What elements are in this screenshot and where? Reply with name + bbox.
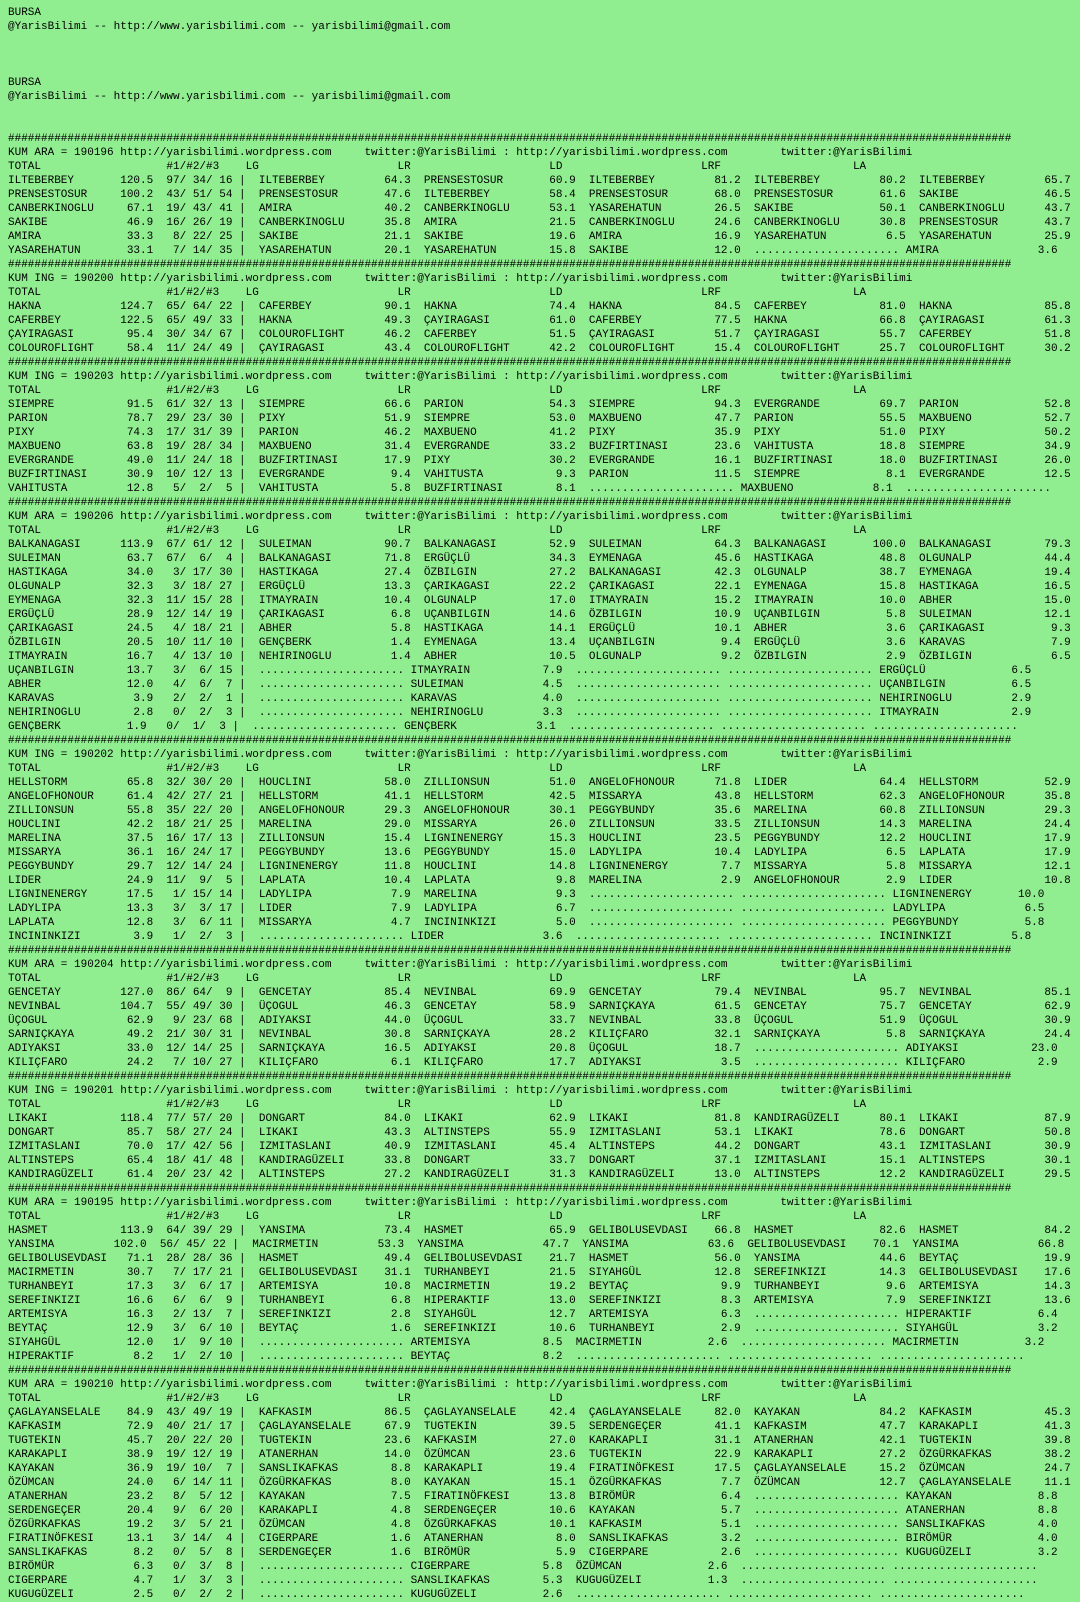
race-row: ÇAGLAYANSELALE 84.9 43/ 49/ 19 | KAFKASIM 86.5 ÇAGLAYANSELALE 42.4 ÇAGLAYANSELALE 82.0 KAYAKAN 84.2 KAFKASIM 45.3 <box>8 1407 1071 1419</box>
race-row: SIEMPRE 91.5 61/ 32/ 13 | SIEMPRE 66.6 PARION 54.3 SIEMPRE 94.3 EVERGRANDE 69.7 PARION 52.8 <box>8 399 1071 411</box>
race-row: KILIÇFARO 24.2 7/ 10/ 27 | KILIÇFARO 6.1 KILIÇFARO 17.7 ADIYAKSI 3.5 ...................... KILIÇFARO 2.9 <box>8 1057 1058 1069</box>
separator-line: ######################################################################################################################################################## <box>8 945 1012 957</box>
header-city: BURSA <box>8 7 42 19</box>
race-row: BEYTAÇ 12.9 3/ 6/ 10 | BEYTAÇ 1.6 SEREFINKIZI 10.6 TURHANBEYI 2.9 ...................... SIYAHGÜL 3.2 <box>8 1323 1058 1335</box>
race-row: LADYLIPA 13.3 3/ 3/ 17 | LIDER 7.9 LADYLIPA 6.7 ...................... ...................... LADYLIPA 6.5 <box>8 903 1045 915</box>
race-row: ÇARIKAGASI 24.5 4/ 18/ 21 | ABHER 5.8 HASTIKAGA 14.1 ERGÜÇLÜ 10.1 ABHER 3.6 ÇARIKAGASI 9.3 <box>8 623 1071 635</box>
race-header: KUM ARA = 190206 http://yarisbilimi.wordpress.com twitter:@YarisBilimi : http://yarisbilimi.wordpress.com twitter:@YarisBilimi <box>8 511 913 523</box>
race-row: ÖZÜMCAN 24.0 6/ 14/ 11 | ÖZGÜRKAFKAS 8.0 KAYAKAN 15.1 ÖZGÜRKAFKAS 7.7 ÖZÜMCAN 12.7 ÇAGLAYANSELALE 11.1 <box>8 1477 1071 1489</box>
race-row: TURHANBEYI 17.3 3/ 6/ 17 | ARTEMISYA 10.8 MACIRMETIN 19.2 BEYTAÇ 9.9 TURHANBEYI 9.6 ARTEMISYA 14.3 <box>8 1281 1071 1293</box>
column-header: TOTAL #1/#2/#3 LG LR LD LRF LA <box>8 1211 867 1223</box>
separator-line: ######################################################################################################################################################## <box>8 133 1012 145</box>
race-row: CAFERBEY 122.5 65/ 49/ 33 | HAKNA 49.3 ÇAYIRAGASI 61.0 CAFERBEY 77.5 HAKNA 66.8 ÇAYIRAGASI 61.3 <box>8 315 1071 327</box>
column-header: TOTAL #1/#2/#3 LG LR LD LRF LA <box>8 763 867 775</box>
race-row: CIGERPARE 4.7 1/ 3/ 3 | ...................... SANSLIKAFKAS 5.3 KUGUGÜZELI 1.3 ...................... ...................... <box>8 1575 1038 1587</box>
column-header: TOTAL #1/#2/#3 LG LR LD LRF LA <box>8 1393 867 1405</box>
column-header: TOTAL #1/#2/#3 LG LR LD LRF LA <box>8 1099 867 1111</box>
race-row: COLOUROFLIGHT 58.4 11/ 24/ 49 | ÇAYIRAGASI 43.4 COLOUROFLIGHT 42.2 COLOUROFLIGHT 15.4 COLOUROFLIGHT 25.7 COLOUROFLIGHT 30.2 <box>8 343 1071 355</box>
race-header: KUM ING = 190203 http://yarisbilimi.wordpress.com twitter:@YarisBilimi : http://yarisbilimi.wordpress.com twitter:@YarisBilimi <box>8 371 913 383</box>
race-row: ÖZGÜRKAFKAS 19.2 3/ 5/ 21 | ÖZÜMCAN 4.8 ÖZGÜRKAFKAS 10.1 KAFKASIM 5.1 ...................... SANSLIKAFKAS 4.0 <box>8 1519 1058 1531</box>
spacer <box>8 118 1080 132</box>
race-row: MAXBUENO 63.8 19/ 28/ 34 | MAXBUENO 31.4 EVERGRANDE 33.2 BUZFIRTINASI 23.6 VAHITUSTA 18.8 SIEMPRE 34.9 <box>8 441 1071 453</box>
race-row: UÇANBILGIN 13.7 3/ 6/ 15 | ...................... ITMAYRAIN 7.9 ...................... ...................... ERGÜÇLÜ 6.5 <box>8 665 1032 677</box>
race-row: ADIYAKSI 33.0 12/ 14/ 25 | SARNIÇKAYA 16.5 ADIYAKSI 20.8 ÜÇOGUL 18.7 ...................... ADIYAKSI 23.0 <box>8 1043 1058 1055</box>
race-row: LIDER 24.9 11/ 9/ 5 | LAPLATA 10.4 LAPLATA 9.8 MARELINA 2.9 ANGELOFHONOUR 2.9 LIDER 10.8 <box>8 875 1071 887</box>
separator-line: ######################################################################################################################################################## <box>8 259 1012 271</box>
race-row: MACIRMETIN 30.7 7/ 17/ 21 | GELIBOLUSEVDASI 31.1 TURHANBEYI 21.5 SIYAHGÜL 12.8 SEREFINKIZI 14.3 GELIBOLUSEVDASI 17.6 <box>8 1267 1071 1279</box>
race-row: ITMAYRAIN 16.7 4/ 13/ 10 | NEHIRINOGLU 1.4 ABHER 10.5 OLGUNALP 9.2 ÖZBILGIN 2.9 ÖZBILGIN 6.5 <box>8 651 1071 663</box>
race-row: ERGÜÇLÜ 28.9 12/ 14/ 19 | ÇARIKAGASI 6.8 UÇANBILGIN 14.6 ÖZBILGIN 10.9 UÇANBILGIN 5.8 SULEIMAN 12.1 <box>8 609 1071 621</box>
separator-line: ######################################################################################################################################################## <box>8 357 1012 369</box>
race-row: LIGNINENERGY 17.5 1/ 15/ 14 | LADYLIPA 7.9 MARELINA 9.3 ...................... ...................... LIGNINENERGY 10.0 <box>8 889 1045 901</box>
column-header: TOTAL #1/#2/#3 LG LR LD LRF LA <box>8 525 867 537</box>
race-header: KUM ARA = 190210 http://yarisbilimi.wordpress.com twitter:@YarisBilimi : http://yarisbilimi.wordpress.com twitter:@YarisBilimi <box>8 1379 913 1391</box>
race-row: TUGTEKIN 45.7 20/ 22/ 20 | TUGTEKIN 23.6 KAFKASIM 27.0 KARAKAPLI 31.1 ATANERHAN 42.1 TUGTEKIN 39.8 <box>8 1435 1071 1447</box>
column-header: TOTAL #1/#2/#3 LG LR LD LRF LA <box>8 161 867 173</box>
race-header: KUM ING = 190202 http://yarisbilimi.wordpress.com twitter:@YarisBilimi : http://yarisbilimi.wordpress.com twitter:@YarisBilimi <box>8 749 913 761</box>
race-row: HAKNA 124.7 65/ 64/ 22 | CAFERBEY 90.1 HAKNA 74.4 HAKNA 84.5 CAFERBEY 81.0 HAKNA 85.8 <box>8 301 1071 313</box>
separator-line: ######################################################################################################################################################## <box>8 1183 1012 1195</box>
race-row: INCININKIZI 3.9 1/ 2/ 3 | ...................... LIDER 3.6 ...................... ...................... INCININKIZI 5.8 <box>8 931 1032 943</box>
separator-line: ######################################################################################################################################################## <box>8 1071 1012 1083</box>
race-row: MARELINA 37.5 16/ 17/ 13 | ZILLIONSUN 15.4 LIGNINENERGY 15.3 HOUCLINI 23.5 PEGGYBUNDY 12.2 HOUCLINI 17.9 <box>8 833 1071 845</box>
race-row: IZMITASLANI 70.0 17/ 42/ 56 | IZMITASLANI 40.9 IZMITASLANI 45.4 ALTINSTEPS 44.2 DONGART 43.1 IZMITASLANI 30.9 <box>8 1141 1071 1153</box>
race-row: NEVINBAL 104.7 55/ 49/ 30 | ÜÇOGUL 46.3 GENCETAY 58.9 SARNIÇKAYA 61.5 GENCETAY 75.7 GENCETAY 62.9 <box>8 1001 1071 1013</box>
race-row: SEREFINKIZI 16.6 6/ 6/ 9 | TURHANBEYI 6.8 HIPERAKTIF 13.0 SEREFINKIZI 8.3 ARTEMISYA 7.9 SEREFINKIZI 13.6 <box>8 1295 1071 1307</box>
race-row: PARION 78.7 29/ 23/ 30 | PIXY 51.9 SIEMPRE 53.0 MAXBUENO 47.7 PARION 55.5 MAXBUENO 52.7 <box>8 413 1071 425</box>
race-header: KUM ING = 190201 http://yarisbilimi.wordpress.com twitter:@YarisBilimi : http://yarisbilimi.wordpress.com twitter:@YarisBilimi <box>8 1085 913 1097</box>
race-row: ABHER 12.0 4/ 6/ 7 | ...................... SULEIMAN 4.5 ...................... ...................... UÇANBILGIN 6.5 <box>8 679 1032 691</box>
race-row: HASMET 113.9 64/ 39/ 29 | YANSIMA 73.4 HASMET 65.9 GELIBOLUSEVDASI 66.8 HASMET 82.6 HASMET 84.2 <box>8 1225 1071 1237</box>
race-row: CANBERKINOGLU 67.1 19/ 43/ 41 | AMIRA 40.2 CANBERKINOGLU 53.1 YASAREHATUN 26.5 SAKIBE 50.1 CANBERKINOGLU 43.7 <box>8 203 1071 215</box>
race-row: SERDENGEÇER 20.4 9/ 6/ 20 | KARAKAPLI 4.8 SERDENGEÇER 10.6 KAYAKAN 5.7 ...................... ATANERHAN 8.8 <box>8 1505 1058 1517</box>
race-row: BIRÖMÜR 6.3 0/ 3/ 8 | ...................... CIGERPARE 5.8 ÖZÜMCAN 2.6 ...................... ...................... <box>8 1561 1038 1573</box>
race-header: KUM ARA = 190196 http://yarisbilimi.wordpress.com twitter:@YarisBilimi : http://yarisbilimi.wordpress.com twitter:@YarisBilimi <box>8 147 913 159</box>
race-row: KANDIRAGÜZELI 61.4 20/ 23/ 42 | ALTINSTEPS 27.2 KANDIRAGÜZELI 31.3 KANDIRAGÜZELI 13.0 ALTINSTEPS 12.2 KANDIRAGÜZELI 29.5 <box>8 1169 1071 1181</box>
race-row: HASTIKAGA 34.0 3/ 17/ 30 | HASTIKAGA 27.4 ÖZBILGIN 27.2 BALKANAGASI 42.3 OLGUNALP 38.7 EYMENAGA 19.4 <box>8 567 1071 579</box>
race-row: PIXY 74.3 17/ 31/ 39 | PARION 46.2 MAXBUENO 41.2 PIXY 35.9 PIXY 51.0 PIXY 50.2 <box>8 427 1071 439</box>
race-row: LIKAKI 118.4 77/ 57/ 20 | DONGART 84.0 LIKAKI 62.9 LIKAKI 81.8 KANDIRAGÜZELI 80.1 LIKAKI 87.9 <box>8 1113 1071 1125</box>
race-row: OLGUNALP 32.3 3/ 18/ 27 | ERGÜÇLÜ 13.3 ÇARIKAGASI 22.2 ÇARIKAGASI 22.1 EYMENAGA 15.8 HASTIKAGA 16.5 <box>8 581 1071 593</box>
separator-line: ######################################################################################################################################################## <box>8 735 1012 747</box>
race-row: SAKIBE 46.9 16/ 26/ 19 | CANBERKINOGLU 35.8 AMIRA 21.5 CANBERKINOGLU 24.6 CANBERKINOGLU 30.8 PRENSESTOSUR 43.7 <box>8 217 1071 229</box>
race-row: KUGUGÜZELI 2.5 0/ 2/ 2 | ...................... KUGUGÜZELI 2.6 ...................... ...................... ...................... <box>8 1589 1025 1601</box>
race-row: SARNIÇKAYA 49.2 21/ 30/ 31 | NEVINBAL 30.8 SARNIÇKAYA 28.2 KILIÇFARO 32.1 SARNIÇKAYA 5.8 SARNIÇKAYA 24.4 <box>8 1029 1071 1041</box>
race-row: HOUCLINI 42.2 18/ 21/ 25 | MARELINA 29.0 MISSARYA 26.0 ZILLIONSUN 33.5 ZILLIONSUN 14.3 MARELINA 24.4 <box>8 819 1071 831</box>
column-header: TOTAL #1/#2/#3 LG LR LD LRF LA <box>8 287 867 299</box>
race-row: VAHITUSTA 12.8 5/ 2/ 5 | VAHITUSTA 5.8 BUZFIRTINASI 8.1 ...................... MAXBUENO 8.1 ...................... <box>8 483 1051 495</box>
spacer <box>8 48 1080 62</box>
header-credit: @YarisBilimi -- http://www.yarisbilimi.com -- yarisbilimi@gmail.com <box>8 91 451 103</box>
race-row: DONGART 85.7 58/ 27/ 24 | LIKAKI 43.3 ALTINSTEPS 55.9 IZMITASLANI 53.1 LIKAKI 78.6 DONGART 50.8 <box>8 1127 1071 1139</box>
race-row: MISSARYA 36.1 16/ 24/ 17 | PEGGYBUNDY 13.6 PEGGYBUNDY 15.0 LADYLIPA 10.4 LADYLIPA 6.5 LAPLATA 17.9 <box>8 847 1071 859</box>
spacer <box>8 34 1080 48</box>
race-row: BUZFIRTINASI 30.9 10/ 12/ 13 | EVERGRANDE 9.4 VAHITUSTA 9.3 PARION 11.5 SIEMPRE 8.1 EVERGRANDE 12.5 <box>8 469 1071 481</box>
spacer <box>8 62 1080 76</box>
separator-line: ######################################################################################################################################################## <box>8 497 1012 509</box>
race-row: PRENSESTOSUR 100.2 43/ 51/ 54 | PRENSESTOSUR 47.6 ILTEBERBEY 58.4 PRENSESTOSUR 68.0 PRENSESTOSUR 61.6 SAKIBE 46.5 <box>8 189 1071 201</box>
header-city: BURSA <box>8 77 42 89</box>
race-row: GENCETAY 127.0 86/ 64/ 9 | GENCETAY 85.4 NEVINBAL 69.9 GENCETAY 79.4 NEVINBAL 95.7 NEVINBAL 85.1 <box>8 987 1071 999</box>
column-header: TOTAL #1/#2/#3 LG LR LD LRF LA <box>8 385 867 397</box>
race-row: ANGELOFHONOUR 61.4 42/ 27/ 21 | HELLSTORM 41.1 HELLSTORM 42.5 MISSARYA 43.8 HELLSTORM 62.3 ANGELOFHONOUR 35.8 <box>8 791 1071 803</box>
race-row: ATANERHAN 23.2 8/ 5/ 12 | KAYAKAN 7.5 FIRATINÖFKESI 13.8 BIRÖMÜR 6.4 ...................... KAYAKAN 8.8 <box>8 1491 1058 1503</box>
race-row: GELIBOLUSEVDASI 71.1 28/ 28/ 36 | HASMET 49.4 GELIBOLUSEVDASI 21.7 HASMET 56.0 YANSIMA 44.6 BEYTAÇ 19.9 <box>8 1253 1071 1265</box>
race-row: SULEIMAN 63.7 67/ 6/ 4 | BALKANAGASI 71.8 ERGÜÇLÜ 34.3 EYMENAGA 45.6 HASTIKAGA 48.8 OLGUNALP 44.4 <box>8 553 1071 565</box>
race-row: ZILLIONSUN 55.8 35/ 22/ 20 | ANGELOFHONOUR 29.3 ANGELOFHONOUR 30.1 PEGGYBUNDY 35.6 MARELINA 60.8 ZILLIONSUN 29.3 <box>8 805 1071 817</box>
race-row: YASAREHATUN 33.1 7/ 14/ 35 | YASAREHATUN 20.1 YASAREHATUN 15.8 SAKIBE 12.0 ...................... AMIRA 3.6 <box>8 245 1058 257</box>
race-row: ÇAYIRAGASI 95.4 30/ 34/ 67 | COLOUROFLIGHT 46.2 CAFERBEY 51.5 ÇAYIRAGASI 51.7 ÇAYIRAGASI 55.7 CAFERBEY 51.8 <box>8 329 1071 341</box>
race-row: KAFKASIM 72.9 40/ 21/ 17 | ÇAGLAYANSELALE 67.9 TUGTEKIN 39.5 SERDENGEÇER 41.1 KAFKASIM 47.7 KARAKAPLI 41.3 <box>8 1421 1071 1433</box>
race-row: ARTEMISYA 16.3 2/ 13/ 7 | SEREFINKIZI 2.8 SIYAHGÜL 12.7 ARTEMISYA 6.3 ...................... HIPERAKTIF 6.4 <box>8 1309 1058 1321</box>
column-header: TOTAL #1/#2/#3 LG LR LD LRF LA <box>8 973 867 985</box>
race-row: PEGGYBUNDY 29.7 12/ 14/ 24 | LIGNINENERGY 11.8 HOUCLINI 14.8 LIGNINENERGY 7.7 MISSARYA 5.8 MISSARYA 12.1 <box>8 861 1071 873</box>
race-row: SANSLIKAFKAS 8.2 0/ 5/ 8 | SERDENGEÇER 1.6 BIRÖMÜR 5.9 CIGERPARE 2.6 ...................... KUGUGÜZELI 3.2 <box>8 1547 1058 1559</box>
race-row: BALKANAGASI 113.9 67/ 61/ 12 | SULEIMAN 90.7 BALKANAGASI 52.9 SULEIMAN 64.3 BALKANAGASI 100.0 BALKANAGASI 79.3 <box>8 539 1071 551</box>
race-row: SIYAHGÜL 12.0 1/ 9/ 10 | ...................... ARTEMISYA 8.5 MACIRMETIN 2.6 ...................... MACIRMETIN 3.2 <box>8 1337 1045 1349</box>
header-credit: @YarisBilimi -- http://www.yarisbilimi.com -- yarisbilimi@gmail.com <box>8 21 451 33</box>
race-row: LAPLATA 12.8 3/ 6/ 11 | MISSARYA 4.7 INCININKIZI 5.0 ...................... ...................... PEGGYBUNDY 5.8 <box>8 917 1045 929</box>
race-row: ALTINSTEPS 65.4 18/ 41/ 48 | KANDIRAGÜZELI 33.8 DONGART 33.7 DONGART 37.1 IZMITASLANI 15.1 ALTINSTEPS 30.1 <box>8 1155 1071 1167</box>
race-header: KUM ARA = 190195 http://yarisbilimi.wordpress.com twitter:@YarisBilimi : http://yarisbilimi.wordpress.com twitter:@YarisBilimi <box>8 1197 913 1209</box>
race-row: HIPERAKTIF 8.2 1/ 2/ 10 | ...................... BEYTAÇ 8.2 ...................... ...................... ...................... <box>8 1351 1025 1363</box>
race-row: KARAKAPLI 38.9 19/ 12/ 19 | ATANERHAN 14.0 ÖZÜMCAN 23.6 TUGTEKIN 22.9 KARAKAPLI 27.2 ÖZGÜRKAFKAS 38.2 <box>8 1449 1071 1461</box>
race-header: KUM ING = 190200 http://yarisbilimi.wordpress.com twitter:@YarisBilimi : http://yarisbilimi.wordpress.com twitter:@YarisBilimi <box>8 273 913 285</box>
separator-line: ######################################################################################################################################################## <box>8 1365 1012 1377</box>
race-row: YANSIMA 102.0 56/ 45/ 22 | MACIRMETIN 53.3 YANSIMA 47.7 YANSIMA 63.6 GELIBOLUSEVDASI 70.1 YANSIMA 66.8 <box>8 1239 1065 1251</box>
race-row: NEHIRINOGLU 2.8 0/ 2/ 3 | ...................... NEHIRINOGLU 3.3 ...................... ...................... ITMAYRAIN 2.9 <box>8 707 1032 719</box>
spacer <box>8 104 1080 118</box>
race-row: KARAVAS 3.9 2/ 2/ 1 | ...................... KARAVAS 4.0 ...................... ...................... NEHIRINOGLU 2.9 <box>8 693 1032 705</box>
race-row: HELLSTORM 65.8 32/ 30/ 20 | HOUCLINI 58.0 ZILLIONSUN 51.0 ANGELOFHONOUR 71.8 LIDER 64.4 HELLSTORM 52.9 <box>8 777 1071 789</box>
race-row: ILTEBERBEY 120.5 97/ 34/ 16 | ILTEBERBEY 64.3 PRENSESTOSUR 60.9 ILTEBERBEY 81.2 ILTEBERBEY 80.2 ILTEBERBEY 65.7 <box>8 175 1071 187</box>
race-row: EYMENAGA 32.3 11/ 15/ 28 | ITMAYRAIN 10.4 OLGUNALP 17.0 ITMAYRAIN 15.2 ITMAYRAIN 10.0 ABHER 15.0 <box>8 595 1071 607</box>
race-row: ÖZBILGIN 20.5 10/ 11/ 10 | GENÇBERK 1.4 EYMENAGA 13.4 UÇANBILGIN 9.4 ERGÜÇLÜ 3.6 KARAVAS 7.9 <box>8 637 1071 649</box>
race-row: FIRATINÖFKESI 13.1 3/ 14/ 4 | CIGERPARE 1.6 ATANERHAN 8.0 SANSLIKAFKAS 3.2 ...................... BIRÖMÜR 4.0 <box>8 1533 1058 1545</box>
race-row: AMIRA 33.3 8/ 22/ 25 | SAKIBE 21.1 SAKIBE 19.6 AMIRA 16.9 YASAREHATUN 6.5 YASAREHATUN 25.9 <box>8 231 1071 243</box>
race-row: EVERGRANDE 49.0 11/ 24/ 18 | BUZFIRTINASI 17.9 PIXY 30.2 EVERGRANDE 16.1 BUZFIRTINASI 18.0 BUZFIRTINASI 26.0 <box>8 455 1071 467</box>
race-row: KAYAKAN 36.9 19/ 10/ 7 | SANSLIKAFKAS 8.8 KARAKAPLI 19.4 FIRATINÖFKESI 17.5 ÇAGLAYANSELALE 15.2 ÖZÜMCAN 24.7 <box>8 1463 1071 1475</box>
race-header: KUM ARA = 190204 http://yarisbilimi.wordpress.com twitter:@YarisBilimi : http://yarisbilimi.wordpress.com twitter:@YarisBilimi <box>8 959 913 971</box>
race-row: ÜÇOGUL 62.9 9/ 23/ 68 | ADIYAKSI 44.0 ÜÇOGUL 33.7 NEVINBAL 33.8 ÜÇOGUL 51.9 ÜÇOGUL 30.9 <box>8 1015 1071 1027</box>
race-row: GENÇBERK 1.9 0/ 1/ 3 | ...................... GENÇBERK 3.1 ...................... ...................... ...................... <box>8 721 1018 733</box>
